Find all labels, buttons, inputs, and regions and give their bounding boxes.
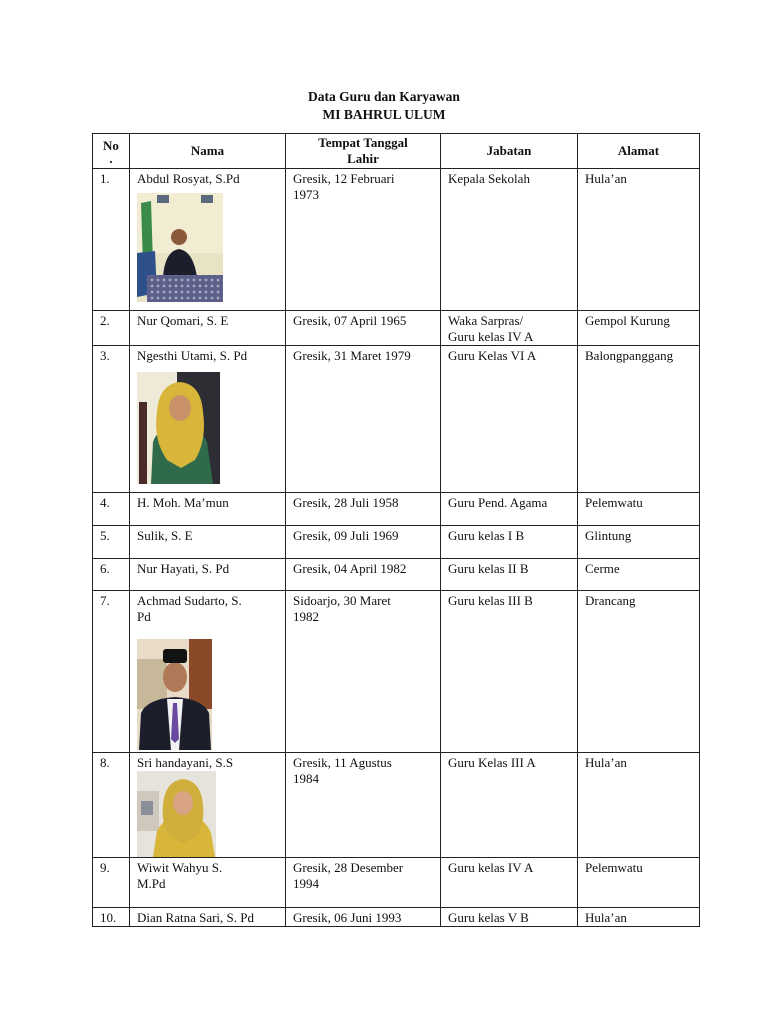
cell-nama: Achmad Sudarto, S. Pd (130, 591, 286, 753)
cell-nama: H. Moh. Ma’mun (130, 493, 286, 526)
table-header-row (93, 134, 700, 169)
cell-nama: Sri handayani, S.S (130, 753, 286, 858)
cell-jabatan: Guru kelas IV A (441, 858, 578, 908)
cell-jabatan: Guru kelas I B (441, 526, 578, 559)
cell-alamat: Cerme (578, 559, 700, 591)
cell-ttl: Gresik, 07 April 1965 (286, 311, 441, 346)
table-row (93, 346, 700, 493)
table-row (93, 753, 700, 858)
table-row (93, 591, 700, 753)
header-no: No . (93, 134, 130, 169)
cell-ttl: Gresik, 04 April 1982 (286, 559, 441, 591)
teacher-photo (137, 193, 223, 302)
cell-nama: Dian Ratna Sari, S. Pd (130, 908, 286, 927)
cell-ttl: Gresik, 31 Maret 1979 (286, 346, 441, 493)
cell-jabatan: Kepala Sekolah (441, 169, 578, 311)
cell-jabatan: Guru Pend. Agama (441, 493, 578, 526)
title-line-1: Data Guru dan Karyawan (308, 89, 460, 104)
cell-nama: Sulik, S. E (130, 526, 286, 559)
cell-jabatan: Waka Sarpras/ Guru kelas IV A (441, 311, 578, 346)
cell-no: 5. (93, 526, 130, 559)
teacher-photo (137, 639, 212, 750)
header-alamat: Alamat (578, 134, 700, 169)
table-row (93, 493, 700, 526)
cell-nama: Nur Qomari, S. E (130, 311, 286, 346)
cell-ttl: Gresik, 06 Juni 1993 (286, 908, 441, 927)
table-row (93, 858, 700, 908)
header-jabatan: Jabatan (441, 134, 578, 169)
table-row (93, 908, 700, 927)
header-ttl: Tempat Tanggal Lahir (286, 134, 441, 169)
cell-no: 7. (93, 591, 130, 753)
cell-alamat: Hula’an (578, 169, 700, 311)
cell-no: 4. (93, 493, 130, 526)
cell-jabatan: Guru kelas V B (441, 908, 578, 927)
cell-ttl: Gresik, 09 Juli 1969 (286, 526, 441, 559)
cell-no: 9. (93, 858, 130, 908)
cell-alamat: Pelemwatu (578, 493, 700, 526)
cell-no: 2. (93, 311, 130, 346)
cell-no: 6. (93, 559, 130, 591)
table-row (93, 526, 700, 559)
cell-nama: Abdul Rosyat, S.Pd (130, 169, 286, 311)
cell-jabatan: Guru kelas II B (441, 559, 578, 591)
table-row (93, 559, 700, 591)
table-row (93, 311, 700, 346)
cell-alamat: Glintung (578, 526, 700, 559)
cell-alamat: Gempol Kurung (578, 311, 700, 346)
cell-ttl: Gresik, 12 Februari 1973 (286, 169, 441, 311)
cell-ttl: Gresik, 11 Agustus 1984 (286, 753, 441, 858)
cell-alamat: Balongpanggang (578, 346, 700, 493)
cell-alamat: Hula’an (578, 753, 700, 858)
table-row (93, 169, 700, 311)
document-title (0, 88, 768, 124)
cell-no: 1. (93, 169, 130, 311)
cell-jabatan: Guru kelas III B (441, 591, 578, 753)
teacher-photo (137, 372, 220, 484)
cell-jabatan: Guru Kelas VI A (441, 346, 578, 493)
cell-alamat: Drancang (578, 591, 700, 753)
cell-ttl: Gresik, 28 Juli 1958 (286, 493, 441, 526)
cell-ttl: Sidoarjo, 30 Maret 1982 (286, 591, 441, 753)
cell-nama: Ngesthi Utami, S. Pd (130, 346, 286, 493)
cell-alamat: Hula’an (578, 908, 700, 927)
cell-no: 8. (93, 753, 130, 858)
header-nama: Nama (130, 134, 286, 169)
cell-no: 3. (93, 346, 130, 493)
cell-jabatan: Guru Kelas III A (441, 753, 578, 858)
teacher-table (92, 133, 700, 927)
cell-nama: Nur Hayati, S. Pd (130, 559, 286, 591)
cell-nama: Wiwit Wahyu S. M.Pd (130, 858, 286, 908)
cell-ttl: Gresik, 28 Desember 1994 (286, 858, 441, 908)
title-line-2: MI BAHRUL ULUM (322, 107, 446, 122)
teacher-photo (137, 771, 216, 857)
cell-no: 10. (93, 908, 130, 927)
cell-alamat: Pelemwatu (578, 858, 700, 908)
